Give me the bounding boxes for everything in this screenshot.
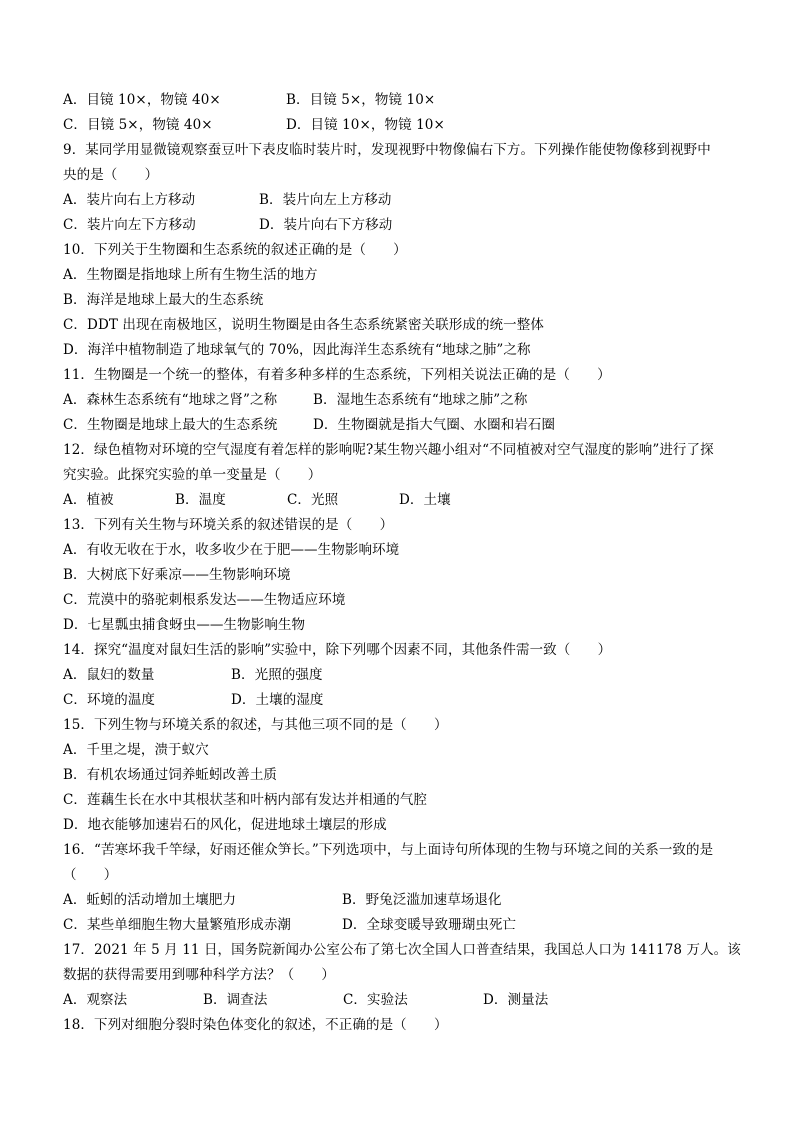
q17-option-b: B．调查法 (203, 992, 268, 1008)
q8-option-a: A．目镜 10×，物镜 40× (63, 92, 221, 108)
q8-option-d: D．目镜 10×，物镜 10× (286, 117, 445, 133)
q9-option-a: A．装片向右上方移动 (63, 192, 196, 208)
q10-option-c: C．DDT 出现在南极地区，说明生物圈是由各生态系统紧密关联形成的统一整体 (63, 317, 544, 333)
q14-option-d: D．土壤的湿度 (231, 692, 324, 708)
q16-stem-line-1: 16．“苦寒坏我千竿绿，好雨还催众笋长。”下列选项中，与上面诗句所体现的生物与环境之间的关系一致的是 (63, 842, 714, 858)
q16-option-b: B．野兔泛滥加速草场退化 (342, 892, 502, 908)
q9-option-d: D．装片向右下方移动 (259, 217, 393, 233)
q13-stem: 13．下列有关生物与环境关系的叙述错误的是（ ） (63, 517, 394, 533)
q8-option-b: B．目镜 5×，物镜 10× (286, 92, 436, 108)
q10-option-b: B．海洋是地球上最大的生态系统 (63, 292, 264, 308)
q16-option-a: A．蚯蚓的活动增加土壤肥力 (63, 892, 237, 908)
q15-option-a: A．千里之堤，溃于蚁穴 (63, 742, 209, 758)
q12-option-d: D．土壤 (399, 492, 451, 508)
q17-option-d: D．测量法 (483, 992, 549, 1008)
q12-option-c: C．光照 (287, 492, 339, 508)
q14-option-a: A．鼠妇的数量 (63, 667, 155, 683)
q13-option-c: C．荒漠中的骆驼刺根系发达——生物适应环境 (63, 592, 346, 608)
q17-stem-line-1: 17．2021 年 5 月 11 日，国务院新闻办公室公布了第七次全国人口普查结果，我国总人口为 141178 万人。该 (63, 942, 741, 958)
q14-option-c: C．环境的温度 (63, 692, 156, 708)
q15-option-c: C．莲藕生长在水中其根状茎和叶柄内部有发达并相通的气腔 (63, 792, 428, 808)
q12-option-a: A．植被 (63, 492, 114, 508)
q14-option-b: B．光照的强度 (231, 667, 323, 683)
q10-stem: 10．下列关于生物圈和生态系统的叙述正确的是（ ） (63, 242, 407, 258)
q11-option-c: C．生物圈是地球上最大的生态系统 (63, 417, 278, 433)
q9-option-b: B．装片向左上方移动 (259, 192, 392, 208)
q10-option-a: A．生物圈是指地球上所有生物生活的地方 (63, 267, 318, 283)
q12-stem-line-1: 12．绿色植物对环境的空气湿度有着怎样的影响呢?某生物兴趣小组对“不同植被对空气湿度的影响”进行了探 (63, 442, 714, 458)
q14-stem: 14．探究“温度对鼠妇生活的影响”实验中，除下列哪个因素不同，其他条件需一致（ ） (63, 642, 612, 658)
q15-option-b: B．有机农场通过饲养蚯蚓改善土质 (63, 767, 278, 783)
q17-option-c: C．实验法 (343, 992, 408, 1008)
q16-stem-line-2: （ ） (63, 867, 118, 883)
q9-stem-line-2: 央的是（ ） (63, 167, 159, 183)
q9-option-c: C．装片向左下方移动 (63, 217, 196, 233)
q13-option-d: D．七星瓢虫捕食蚜虫——生物影响生物 (63, 617, 306, 633)
q13-option-a: A．有收无收在于水，收多收少在于肥——生物影响环境 (63, 542, 400, 558)
q10-option-d: D．海洋中植物制造了地球氧气的 70%，因此海洋生态系统有“地球之肺”之称 (63, 342, 531, 358)
q16-option-c: C．某些单细胞生物大量繁殖形成赤潮 (63, 917, 292, 933)
q9-stem-line-1: 9．某同学用显微镜观察蚕豆叶下表皮临时装片时，发现视野中物像偏右下方。下列操作能使物像移到视野中 (63, 142, 711, 158)
q12-option-b: B．温度 (175, 492, 226, 508)
q16-option-d: D．全球变暖导致珊瑚虫死亡 (342, 917, 517, 933)
q18-stem: 18．下列对细胞分裂时染色体变化的叙述，不正确的是（ ） (63, 1017, 448, 1033)
q11-option-b: B．湿地生态系统有“地球之肺”之称 (313, 392, 528, 408)
q17-stem-line-2: 数据的获得需要用到哪种科学方法？（ ） (63, 967, 335, 983)
q15-option-d: D．地衣能够加速岩石的风化，促进地球土壤层的形成 (63, 817, 387, 833)
q12-stem-line-2: 究实验。此探究实验的单一变量是（ ） (63, 467, 322, 483)
q13-option-b: B．大树底下好乘凉——生物影响环境 (63, 567, 291, 583)
q8-option-c: C．目镜 5×，物镜 40× (63, 117, 213, 133)
q15-stem: 15．下列生物与环境关系的叙述，与其他三项不同的是（ ） (63, 717, 448, 733)
q11-stem: 11．生物圈是一个统一的整体，有着多种多样的生态系统，下列相关说法正确的是（ ） (63, 367, 611, 383)
q11-option-d: D．生物圈就是指大气圈、水圈和岩石圈 (313, 417, 556, 433)
q17-option-a: A．观察法 (63, 992, 128, 1008)
q11-option-a: A．森林生态系统有“地球之肾”之称 (63, 392, 278, 408)
